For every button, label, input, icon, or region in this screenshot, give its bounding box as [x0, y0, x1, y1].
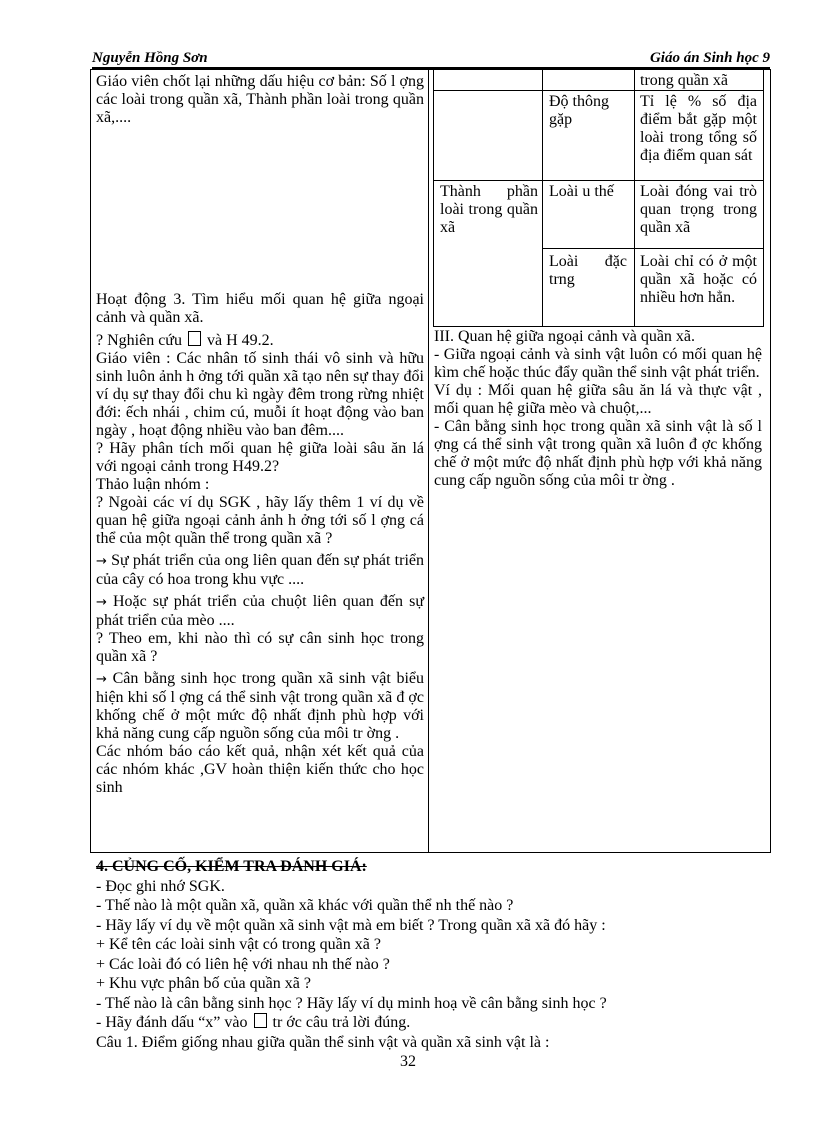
table-cell-r1c3: Tỉ lệ % số địa điểm bắt gặp một loài trong tổng số địa điểm quan sát	[640, 93, 757, 164]
header-subject: Giáo án Sinh học 9	[649, 50, 770, 66]
question-1: Câu 1. Điểm giống nhau giữa quần thể sinh vật và quần xã sinh vật là :	[96, 1033, 550, 1051]
right-column	[434, 328, 762, 490]
left-column	[96, 73, 424, 127]
table-left	[433, 69, 434, 327]
section-3-title: III. Quan hệ giữa ngoại cảnh và quần xã.	[434, 328, 696, 345]
table-cell-r2c1: Thành phần loài trong quần xã	[440, 183, 538, 236]
research-figure: và H 49.2.	[206, 332, 274, 349]
review-line-7: - Thế nào là cân bằng sinh học ? Hãy lấy ví dụ minh hoạ về cân bằng sinh học ?	[96, 994, 607, 1012]
teacher-explanation: Giáo viên : Các nhân tố sinh thái vô sinh và hữu sinh luôn ảnh h ởng tới quần xã tạo nên sự thay đổi ví dụ sự thay đổi chu kì ngày đêm trong rừng nhiệt đới: ếch nhái , chim cú, muỗi ít hoạt động vào ban ngày , hoạt động nhiều vào ban đêm....	[96, 350, 424, 439]
answer-bee	[96, 552, 424, 589]
question-balance: ? Theo em, khi nào thì có sự cân sinh học trong quần xã ?	[96, 630, 424, 665]
table-cell-r2c3: Loài đóng vai trò quan trọng trong quần xã	[640, 183, 757, 236]
checkbox-icon	[188, 331, 201, 346]
table-row-line-1	[433, 90, 764, 91]
frame-right	[770, 69, 771, 853]
question-analysis: ? Hãy phân tích mối quan hệ giữa loài sâu ăn lá với ngoại cảnh trong H49.2?	[96, 440, 424, 475]
answer-bee-text: Sự phát triển của ong liên quan đến sự phát triển của cây có hoa trong khu vực ....	[96, 552, 425, 588]
review-line-3: - Hãy lấy ví dụ về một quần xã sinh vật mà em biết ? Trong quần xã xã đó hãy :	[96, 916, 606, 934]
table-col2	[634, 69, 635, 327]
page-number: 32	[400, 1053, 416, 1070]
answer-mouse	[96, 593, 424, 630]
balance-definition: - Cân bằng sinh học trong quần xã sinh vật là số l ợng cá thể sinh vật trong quần xã luôn đ ợc khống chế ở một mức độ nhất định phù hợp với khả năng cung cấp nguồn sống của môi tr ờng .	[434, 418, 762, 489]
mark-instruction: - Hãy đánh dấu “x” vào	[96, 1014, 248, 1031]
review-line-5: + Các loài đó có liên hệ với nhau nh thế nào ?	[96, 955, 390, 973]
research-line	[96, 331, 424, 350]
relation-text: - Giữa ngoại cảnh và sinh vật luôn có mối quan hệ kìm chế hoặc thúc đẩy quần thể sinh vật phát triển.	[434, 346, 762, 381]
answer-mouse-text: Hoặc sự phát triển của chuột liên quan đến sự phát triển của mèo ....	[96, 593, 424, 629]
table-row-line-3	[542, 248, 764, 249]
table-cell-r3c2: Loài đặc trng	[549, 253, 627, 288]
arrow-icon: →	[96, 554, 107, 569]
table-right	[763, 69, 764, 327]
frame-left	[90, 69, 91, 853]
relation-example: Ví dụ : Mối quan hệ giữa sâu ăn lá và thực vật , mối quan hệ giữa mèo và chuột,...	[434, 382, 762, 417]
header-author: Nguyễn Hồng Sơn	[92, 50, 208, 66]
table-cell-r0c3: trong quần xã	[640, 72, 728, 89]
frame-top	[90, 69, 771, 70]
table-cell-r2c2: Loài u thế	[549, 183, 614, 200]
review-line-1: - Đọc ghi nhớ SGK.	[96, 877, 225, 895]
table-cell-r3c3: Loài chỉ có ở một quần xã hoặc có nhiều hơn hẳn.	[640, 253, 757, 306]
table-row-line-4	[433, 326, 764, 327]
review-line-4: + Kể tên các loài sinh vật có trong quần xã ?	[96, 936, 381, 953]
arrow-icon: →	[96, 595, 107, 610]
review-line-8	[96, 1013, 776, 1033]
research-prompt: ? Nghiên cứu	[96, 332, 182, 349]
left-column-activity	[96, 291, 424, 797]
frame-bottom	[90, 852, 771, 853]
arrow-icon: →	[96, 672, 107, 687]
frame-divider	[428, 69, 429, 853]
table-col1	[542, 69, 543, 327]
table-cell-r1c2: Độ thông gặp	[549, 93, 609, 128]
answer-balance-text: Cân bằng sinh học trong quần xã sinh vật biểu hiện khi số l ợng cá thể sinh vật trong quần xã đ ợc khống chế ở một mức độ nhất định phù hợp với khả năng cung cấp nguồn sống của môi tr ờng .	[96, 670, 425, 742]
review-line-2: - Thế nào là một quần xã, quần xã khác với quần thể nh thế nào ?	[96, 897, 514, 914]
review-line-6: + Khu vực phân bố của quần xã ?	[96, 975, 311, 992]
teacher-summary: Giáo viên chốt lại những dấu hiệu cơ bản: Số l ợng các loài trong quần xã, Thành phần loài trong quần xã,....	[96, 73, 424, 126]
table-row-line-2	[433, 180, 764, 181]
page-header	[92, 49, 770, 69]
section-4-title: 4. CỦNG CỐ, KIỂM TRA ĐÁNH GIÁ:	[96, 858, 367, 875]
checkbox-icon	[254, 1013, 267, 1028]
section-4	[96, 857, 776, 1052]
group-report: Các nhóm báo cáo kết quả, nhận xét kết quả của các nhóm khác ,GV hoàn thiện kiến thức cho học sinh	[96, 743, 424, 796]
question-example: ? Ngoài các ví dụ SGK , hãy lấy thêm 1 ví dụ về quan hệ giữa ngoại cảnh ảnh h ởng tới số l ợng cá thể của một quần thể trong quần xã ?	[96, 494, 424, 547]
activity-3-title: Hoạt động 3. Tìm hiểu mối quan hệ giữa ngoại cảnh và quần xã.	[96, 291, 424, 326]
mark-instruction-end: tr ớc câu trả lời đúng.	[272, 1014, 411, 1031]
group-discussion: Thảo luận nhóm :	[96, 476, 210, 493]
answer-balance	[96, 670, 424, 743]
